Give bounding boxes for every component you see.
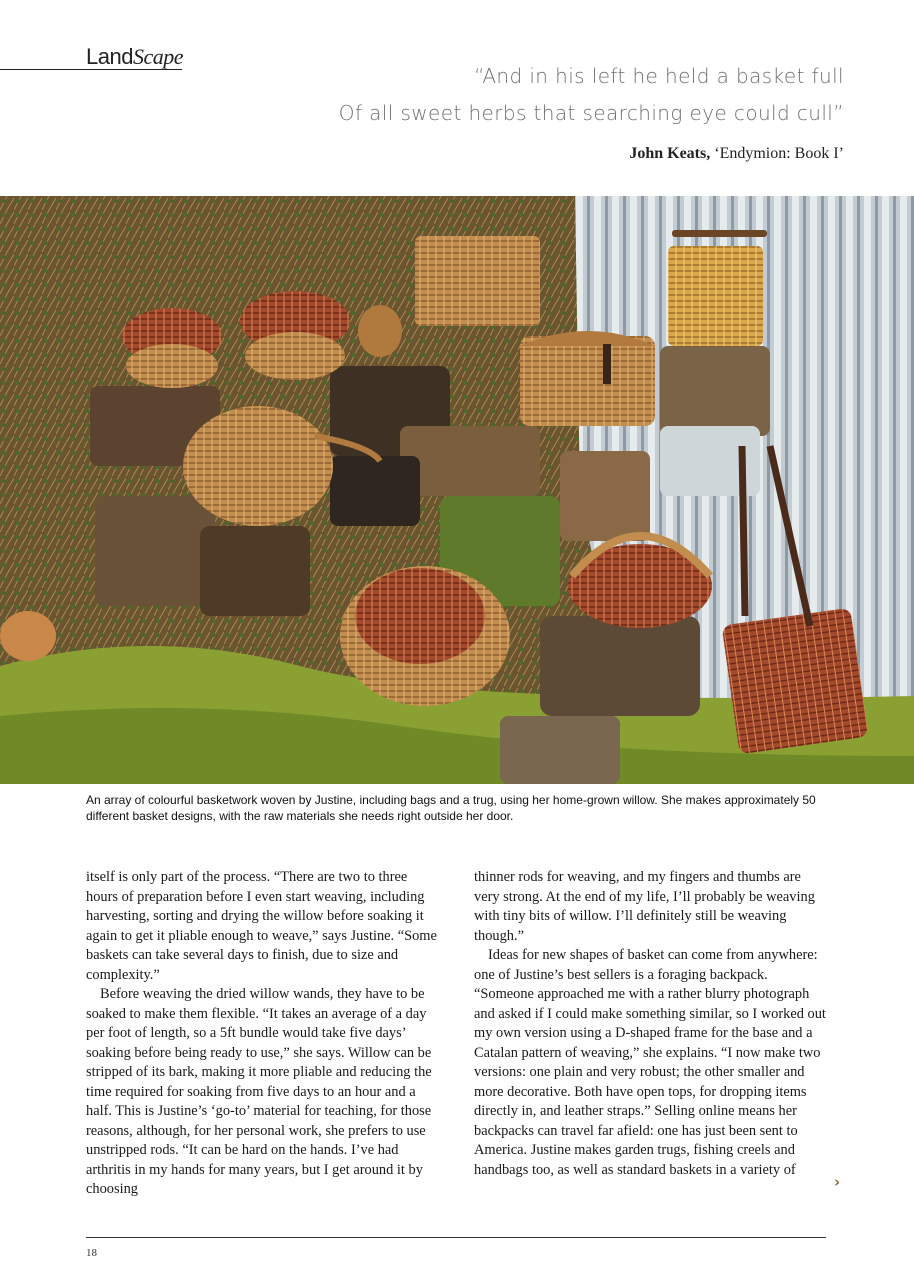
quote-work: ‘Endymion: Book I’ [714, 145, 844, 162]
section-label-plain: Land [86, 44, 133, 69]
section-label [86, 44, 183, 70]
paragraph: Before weaving the dried willow wands, they have to be soaked to make them flexible. “It takes an average of a day per foot of length, so a 5ft bundle would take five days’ soaking before being ready to use,” she says. Willow can be stripped of its bark, making it more pliable and reducing the time required for soaking from five days to an hour and a half. This is Justine’s ‘go-to’ material for teaching, for those reasons, although, for her personal work, she prefers to use unstripped rods. “It can be hard on the hands. I’ve had arthritis in my hands for many years, but I get around it by choosing [86, 986, 432, 1197]
article-column-1 [86, 868, 438, 1200]
basketwork-illustration [0, 196, 914, 784]
footer-rule [86, 1237, 826, 1238]
photo-caption: An array of colourful basketwork woven by Justine, including bags and a trug, using her home-grown willow. She makes approximately 50 different basket designs, with the raw materials she needs right outside her door. [86, 793, 816, 823]
paragraph: itself is only part of the process. “There are two to three hours of preparation before I even start weaving, including harvesting, sorting and drying the willow before soaking it again to get it pliable enough to weave,” says Justine. “Some baskets can take several days to finish, due to size and complexity.” [86, 869, 437, 983]
paragraph: Ideas for new shapes of basket can come from anywhere: one of Justine’s best sellers is a foraging backpack. “Someone approached me with a rather blurry photograph and asked if I could make something similar, so I worked out my own version using a D-shaped frame for the base and a Catalan pattern of weaving,” she explains. “I now make two versions: one plain and very robust; the other smaller and more decorative. Both have open tops, for dropping items directly in, and leather straps.” Selling online means her backpacks can travel far afield: one has just been sent to America. Justine makes garden trugs, fishing creels and handbags too, as well as standard baskets in a variety of [474, 947, 826, 1178]
quote-author: John Keats, [629, 145, 711, 162]
section-label-italic: Scape [132, 44, 183, 69]
paragraph: thinner rods for weaving, and my fingers and thumbs are very strong. At the end of my life, I’ll probably be weaving with tiny bits of willow. I’ll definitely still be weaving though.” [474, 869, 815, 944]
quote-attribution [629, 145, 844, 163]
basketwork-photo [0, 196, 914, 784]
quote-line-1: “And in his left he held a basket full [474, 64, 844, 88]
article-column-2 [474, 868, 826, 1180]
pull-quote [339, 58, 844, 132]
quote-line-2: Of all sweet herbs that searching eye could cull” [338, 101, 844, 125]
continue-arrow-icon: › [834, 1173, 841, 1191]
page-number: 18 [86, 1247, 97, 1259]
